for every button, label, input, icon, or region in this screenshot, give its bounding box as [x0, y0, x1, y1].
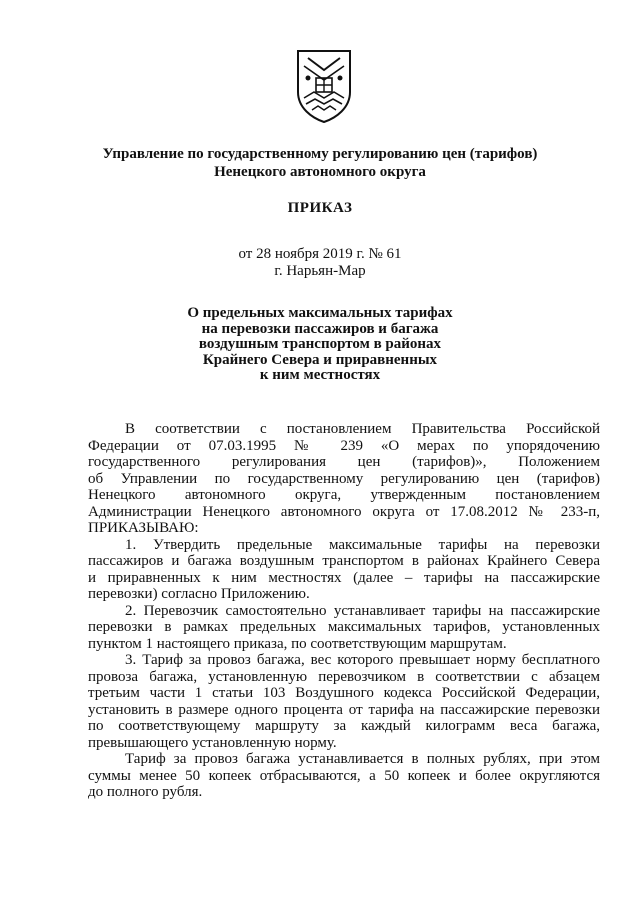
text-line: 3. Тариф за провоз багажа, вес которого превышает норму бесплатного: [125, 652, 600, 668]
text-line: ПРИКАЗЫВАЮ:: [88, 520, 199, 536]
text-line: перевозки) согласно Приложению.: [88, 586, 310, 602]
text-line: и приравненных к ним местностях (далее – тарифы на пассажирские: [88, 569, 600, 586]
coat-of-arms-icon: [294, 48, 354, 124]
text-line: установить в размере одного процента от тарифа на пассажирские перевозки: [88, 701, 600, 718]
text-line: провоза багажа, установленную перевозчиком в соответствии с абзацем: [88, 668, 600, 685]
text-line: превышающего установленную норму.: [88, 734, 337, 751]
text-line: 1. Утвердить предельные максимальные тарифы на перевозки: [125, 536, 600, 553]
clause-1: [88, 537, 600, 603]
text-line: суммы менее 50 копеек отбрасываются, а 50 копеек и более округляются: [88, 767, 600, 784]
date-number: от 28 ноября 2019 г. № 61: [238, 246, 402, 262]
text-line: до полного рубля.: [88, 784, 203, 800]
text-line: Администрации Ненецкого автономного округа от 17.08.2012 № 233-п,: [88, 503, 600, 520]
authority-line-1: Управление по государственному регулированию цен (тарифов): [102, 146, 538, 162]
clause-2: [88, 603, 600, 653]
text-line: пассажиров и багажа воздушным транспортом в районах Крайнего Севера: [88, 553, 600, 569]
clause-3: [88, 652, 600, 751]
authority-line-2: Ненецкого автономного округа: [214, 164, 426, 180]
text-line: Тариф за провоз багажа устанавливается в полных рублях, при этом: [125, 751, 600, 767]
text-line: перевозки в рамках предельных максимальных тарифов, установленных: [88, 619, 600, 635]
text-line: об Управлении по государственному регулированию цен (тарифов): [88, 470, 600, 487]
rounding-paragraph: [88, 751, 600, 801]
subject-line-2: на перевозки пассажиров и багажа: [201, 320, 439, 337]
text-line: третьим части 1 статьи 103 Воздушного кодекса Российской Федерации,: [88, 685, 600, 701]
text-line: государственного регулирования цен (тарифов)», Положением: [88, 454, 600, 470]
text-line: Ненецкого автономного округа, утвержденным постановлением: [88, 487, 600, 503]
issuing-authority: [60, 145, 580, 181]
text-line: 2. Перевозчик самостоятельно устанавливает тарифы на пассажирские: [125, 602, 600, 619]
subject-line-4: Крайнего Севера и приравненных: [202, 351, 438, 368]
date-and-place: [60, 246, 580, 280]
subject-line-1: О предельных максимальных тарифах: [187, 305, 453, 321]
city: г. Нарьян-Мар: [274, 263, 366, 279]
preamble-paragraph: [88, 421, 600, 537]
subject-line-3: воздушным транспортом в районах: [198, 336, 442, 352]
order-body: [88, 421, 600, 801]
order-subject: [60, 306, 580, 384]
text-line: В соответствии с постановлением Правительства Российской: [125, 421, 600, 437]
text-line: по соответствующему маршруту за каждый килограмм веса багажа,: [88, 718, 600, 734]
text-line: пунктом 1 настоящего приказа, по соответствующим маршрутам.: [88, 635, 507, 652]
document-type: ПРИКАЗ: [287, 200, 353, 216]
subject-line-5: к ним местностях: [259, 367, 381, 383]
text-line: Федерации от 07.03.1995 № 239 «О мерах по упорядочению: [88, 437, 600, 454]
